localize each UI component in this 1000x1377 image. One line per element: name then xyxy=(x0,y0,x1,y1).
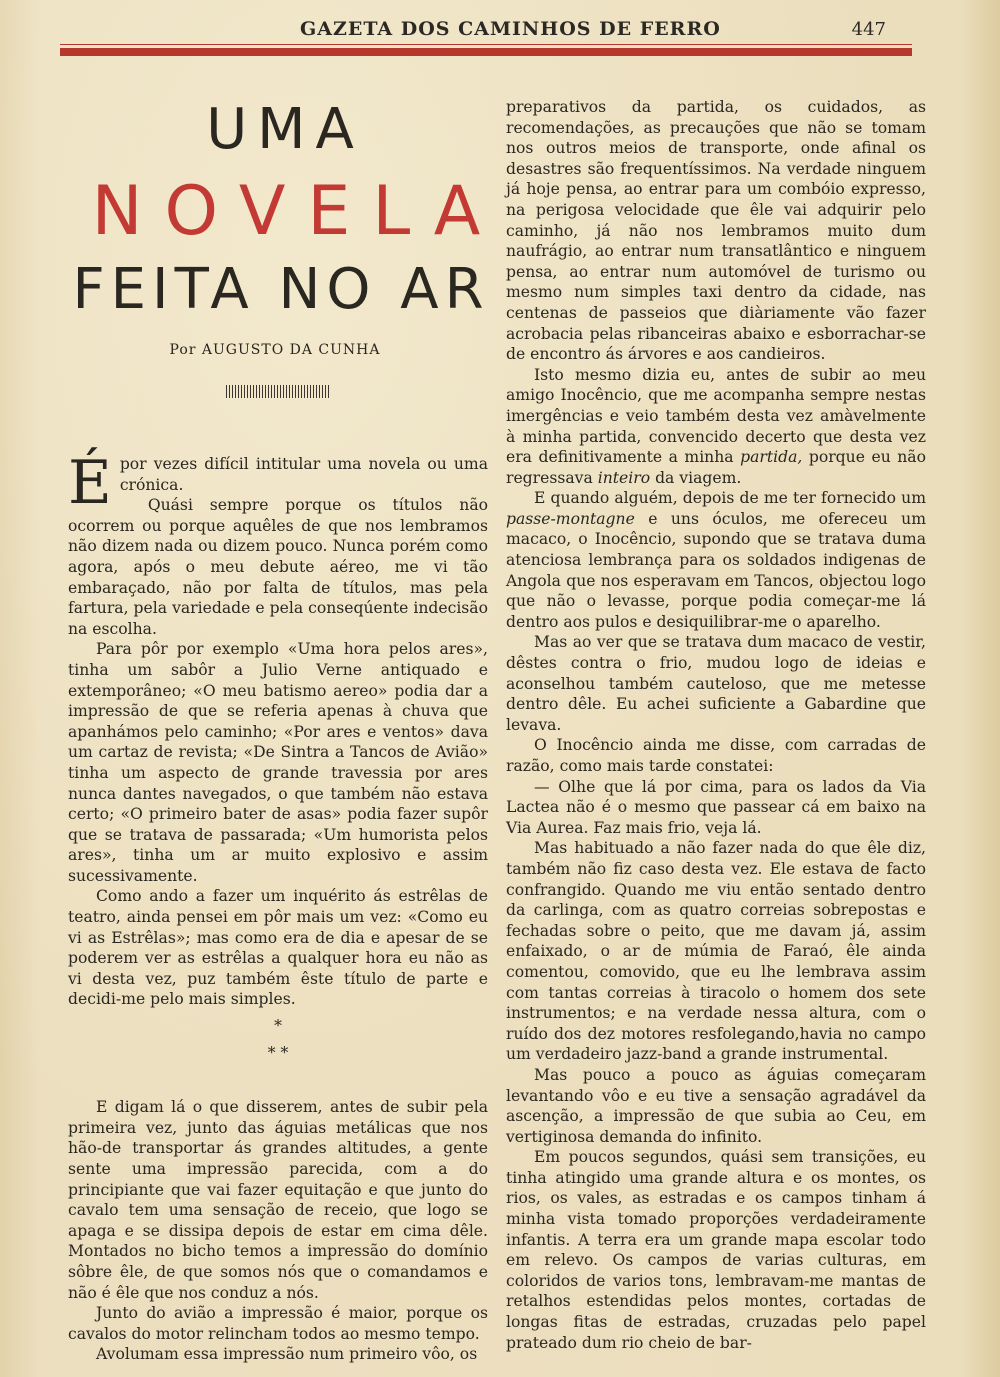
section-gap xyxy=(68,1069,488,1097)
right-column xyxy=(506,97,926,1353)
paragraph: Em poucos segundos, quási sem transições, eu tinha atingido uma grande altura e os montes, os rios, os vales, as estradas e os campos tinham á minha vista tomado proporções verdadeiramente infantis. A terra era um grande mapa escolar todo em relevo. Os campos de varias culturas, em coloridos de varios tons, lembravam-me mantas de retalhos estendidas pelos montes, cortadas de longas fitas de estradas, cruzadas pelo papel prateado dum rio cheio de bar- xyxy=(506,1148,926,1352)
decorative-ornament xyxy=(226,385,330,398)
section-separator-stars: * * xyxy=(267,1043,289,1062)
paragraph: Avolumam essa impressão num primeiro vôo, os xyxy=(96,1345,478,1364)
paragraph: Mas ao ver que se tratava dum macaco de vestir, dêstes contra o frio, mudou logo de ideias e aconselhou também cauteloso, que me metesse dentro dêle. Eu achei suficiente a Gabardine que levava. xyxy=(506,633,926,734)
drop-cap: É xyxy=(68,448,112,518)
paragraph: Quási sempre porque os títulos não ocorrem ou porque aquêles de que nos lembramos não dizem nada ou dizem pouco. Nunca porém como agora, após o meu debute aéreo, me vi tão embaraçado, não por falta de títulos, mas pela fartura, pela variedade e pela conseqúente indecisão na escolha. xyxy=(68,496,488,638)
paragraph: Mas pouco a pouco as águias começaram levantando vôo e eu tive a sensação agradável da ascenção, a impressão de que subia ao Ceu, em vertiginosa demanda do infinito. xyxy=(506,1065,926,1146)
page-number: 447 xyxy=(851,19,886,40)
paragraph xyxy=(506,365,926,489)
article-title-line2: NOVELA xyxy=(91,172,503,251)
paragraph-text: porque eu não regressava xyxy=(506,448,926,487)
paragraph-text: da viagem. xyxy=(655,468,742,487)
italic-text: partida, xyxy=(740,448,803,467)
paragraph: Junto do avião a impressão é maior, porque os cavalos do motor relincham todos ao mesmo tempo. xyxy=(68,1304,488,1343)
paragraph-text: e uns óculos, me ofereceu um macaco, o Inocêncio, supondo que se tratava duma atenciosa lembrança para os soldados indigenas de Angola que nos esperavam em Tancos, objectou logo que não o levasse, porque podia começar-me lá dentro aos pulos e desiquilibrar-me o aparelho. xyxy=(506,509,926,631)
paragraph: Mas habituado a não fazer nada do que êle diz, também não fiz caso desta vez. Ele estava de facto confrangido. Quando me viu então sentado dentro da carlinga, com as quatro correias sobrepostas e fechadas sobre o peito, que me davam já, assim enfaixado, o ar de múmia de Faraó, êle ainda comentou, comovido, que eu lhe lembrava assim com tantas correias à tiracolo o homem dos sete instrumentos; e na verdade nessa altura, com o ruído dos dez motores resfolegando,havia no campo um verdadeiro jazz-band a grande instrumental. xyxy=(506,839,926,1064)
dialogue-paragraph: — Olhe que lá por cima, para os lados da Via Lactea não é o mesmo que passear cá em baixo na Via Aurea. Faz mais frio, veja lá. xyxy=(506,777,926,837)
paragraph-text: por vezes difícil intitular uma novela ou uma crónica. xyxy=(119,455,488,494)
paragraph-text: Isto mesmo dizia eu, antes de subir ao meu amigo Inocêncio, que me acompanha sempre nestas imergências e veio também desta vez amàvelmente à minha partida, convencido decerto que desta vez era definitivamente a minha xyxy=(506,365,926,467)
paragraph xyxy=(506,488,926,632)
article-byline: Por AUGUSTO DA CUNHA xyxy=(169,342,381,358)
article-title-line3: FEITA NO AR xyxy=(72,257,490,322)
journal-title: GAZETA DOS CAMINHOS DE FERRO xyxy=(300,18,721,40)
header-rule-thick xyxy=(60,48,912,56)
article-title-line1: UMA xyxy=(206,97,364,162)
section-separator-star: * xyxy=(274,1017,282,1036)
paragraph-text: E quando alguém, depois de me ter fornecido um xyxy=(534,489,926,508)
paragraph xyxy=(68,448,488,518)
paragraph: Como ando a fazer um inquérito ás estrêlas de teatro, ainda pensei em pôr mais um vez: «Como eu vi as Estrêlas»; mas como era de dia e apesar de se poderem ver as estrêlas a qualquer hora eu não as vi desta vez, puz também êste título de parte e decidi-me pelo mais simples. xyxy=(68,887,488,1009)
left-column xyxy=(68,448,488,1365)
paragraph: O Inocêncio ainda me disse, com carradas de razão, como mais tarde constatei: xyxy=(506,736,926,775)
italic-text: inteiro xyxy=(597,468,651,487)
paragraph: E digam lá o que disserem, antes de subir pela primeira vez, junto das águias metálicas que nos hão-de transportar ás grandes altitudes, a gente sente uma impressão parecida, com a do principiante que vai fazer equitação e que junto do cavalo tem uma sensação de receio, que logo se apaga e se dissipa depois de estar em cima dêle. Montados no bicho temos a impressão do domínio sôbre êle, de que somos nós que o comandamos e não é êle que nos conduz a nós. xyxy=(68,1098,488,1302)
page-header xyxy=(60,14,912,44)
paragraph: preparativos da partida, os cuidados, as recomendações, as precauções que não se tomam nos outros meios de transporte, onde afinal os desastres são frequentíssimos. Na verdade ninguem já hoje pensa, ao entrar para um combóio expresso, na perigosa velocidade que êle vai adquirir pelo caminho, já não nos lembramos muito dum naufrágio, ao entrar num transatlântico e ninguem pensa, ao entrar num automóvel de turismo ou mesmo num simples taxi dentro da cidade, nas centenas de passeios que diàriamente vão fazer acrobacia pelas ribanceiras abaixo e esborrachar-se de encontro ás árvores e aos candieiros. xyxy=(506,98,926,364)
header-rule-thin xyxy=(60,44,912,45)
italic-text: passe-montagne xyxy=(506,509,635,528)
paragraph: Para pôr por exemplo «Uma hora pelos ares», tinha um sabôr a Julio Verne antiquado e extemporâneo; «O meu batismo aereo» podia dar a impressão de que se referia apenas à chuva que apanhámos pelo caminho; «Por ares e ventos» dava um cartaz de revista; «De Sintra a Tancos de Avião» tinha um aspecto de grande travessia por ares nunca dantes navegados, o que também não estava certo; «O primeiro bater de asas» podia fazer supôr que se tratava de passarada; «Um humorista pelos ares», tinha um ar muito explosivo e assim sucessivamente. xyxy=(68,640,488,885)
